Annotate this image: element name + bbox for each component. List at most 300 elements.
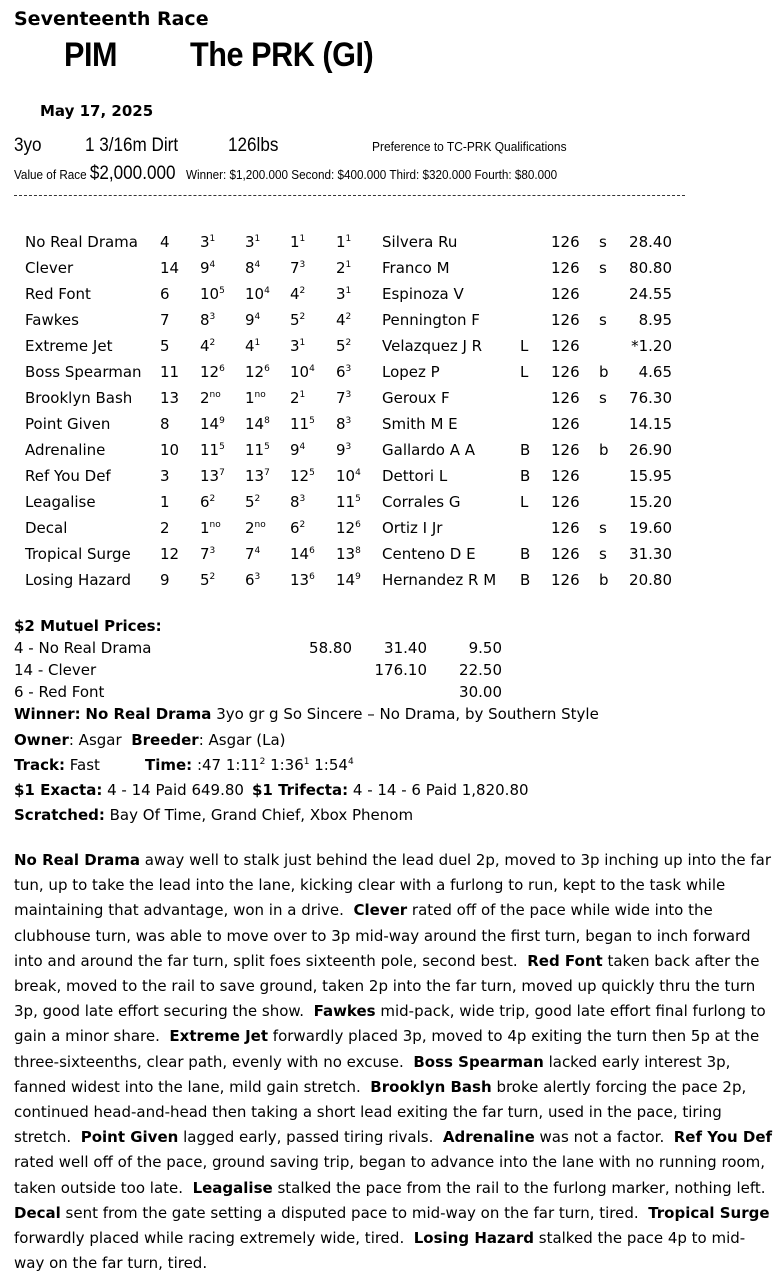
medication-value: B: [520, 545, 531, 563]
call-1-margin: 1: [209, 234, 216, 244]
call-stretch-value: 2: [290, 389, 300, 407]
call-stretch-value: 12: [290, 467, 310, 485]
call-1-value: 9: [200, 259, 210, 277]
horse-name-value: Ref You Def: [25, 467, 111, 485]
call-stretch-value: 7: [290, 259, 300, 277]
weight-value: 126: [551, 571, 580, 589]
finish-value: 2: [336, 259, 346, 277]
call-stretch: [290, 337, 305, 355]
odds: [602, 311, 672, 329]
call-2-value: 11: [245, 441, 265, 459]
call-2-value: 6: [245, 571, 255, 589]
equipment-value: s: [599, 519, 607, 537]
call-stretch-margin: 5: [309, 468, 315, 478]
finish-margin: 3: [345, 442, 352, 452]
comment-text: forwardly placed 3p, moved to 4p exiting the turn then 5p at the three-sixteenths, clear path, evenly with no excuse.: [14, 1027, 764, 1071]
call-1-value: 13: [200, 467, 220, 485]
weight-value: 126: [551, 233, 580, 251]
time-fraction-2-fifth: 1: [303, 757, 310, 767]
weight: [551, 285, 580, 303]
comment-horse: Losing Hazard: [413, 1229, 534, 1248]
call-2: [245, 259, 260, 277]
call-1-value: 1: [200, 519, 210, 537]
finish: [336, 545, 361, 563]
call-2-margin: 4: [254, 546, 261, 556]
winner-name: No Real Drama: [85, 705, 212, 723]
call-1-value: 8: [200, 311, 210, 329]
call-2: [245, 467, 270, 485]
call-1-margin: no: [209, 520, 221, 530]
odds-value: 31.30: [629, 545, 672, 563]
odds: [602, 285, 672, 303]
call-2: [245, 441, 270, 459]
equipment-value: b: [599, 363, 609, 381]
post-position-value: 3: [160, 467, 170, 485]
finish-margin: 1: [345, 234, 352, 244]
weight-value: 126: [551, 285, 580, 303]
place-price: 176.10: [374, 661, 427, 679]
comment-text: was not a factor.: [534, 1128, 674, 1147]
horse-name-value: Leagalise: [25, 493, 96, 511]
horse-name-value: Tropical Surge: [25, 545, 131, 563]
call-stretch-value: 13: [290, 571, 310, 589]
weight: [551, 545, 580, 563]
odds-value: 26.90: [629, 441, 672, 459]
odds-value: 19.60: [629, 519, 672, 537]
comment-horse: No Real Drama: [14, 851, 141, 869]
weight-value: 126: [551, 467, 580, 485]
odds-value: 24.55: [629, 285, 672, 303]
race-preference: Preference to TC-PRK Qualifications: [372, 139, 567, 154]
call-stretch-margin: 5: [309, 416, 315, 426]
jockey: [382, 571, 496, 589]
win-price: 58.80: [309, 639, 352, 657]
medication: [520, 363, 528, 381]
call-1-value: 6: [200, 493, 210, 511]
call-1-value: 4: [200, 337, 210, 355]
medication-value: L: [520, 493, 529, 511]
breeder-value: : Asgar (La): [198, 731, 286, 749]
finish-value: 3: [336, 285, 346, 303]
odds-value: 14.15: [629, 415, 672, 433]
finish-value: 13: [336, 545, 356, 563]
winner-line: [14, 705, 599, 723]
horse-name: [25, 415, 110, 433]
odds-value: 8.95: [638, 311, 672, 329]
table-row: [0, 285, 700, 311]
comment-text: rated off of the pace while wide into the clubhouse turn, was able to move over to 3p mid-way around the first turn, began to inch forward into and around the far turn, split foes sixteenth pole, second best.: [14, 901, 756, 970]
call-stretch-value: 11: [290, 415, 310, 433]
medication-value: B: [520, 467, 531, 485]
weight: [551, 389, 580, 407]
comment-text: stalked the pace 4p to mid-way on the far turn, tired.: [14, 1229, 746, 1273]
equipment-value: b: [599, 571, 609, 589]
medication: [520, 545, 530, 563]
call-stretch-value: 9: [290, 441, 300, 459]
call-1-value: 5: [200, 571, 210, 589]
finish: [336, 363, 351, 381]
call-1: [200, 441, 225, 459]
call-1-margin: 3: [209, 312, 216, 322]
finish-margin: 3: [345, 416, 352, 426]
call-2-value: 7: [245, 545, 255, 563]
jockey-value: Hernandez R M: [382, 571, 497, 589]
odds-value: 4.65: [638, 363, 672, 381]
call-2-margin: 6: [264, 364, 270, 374]
finish: [336, 337, 351, 355]
horse-name-value: Decal: [25, 519, 68, 537]
track-condition: Fast: [64, 756, 100, 774]
call-1-margin: 2: [209, 338, 216, 348]
odds: [602, 415, 672, 433]
weight: [551, 337, 580, 355]
call-2-value: 12: [245, 363, 265, 381]
call-2-margin: 4: [264, 286, 270, 296]
horse-name: [25, 311, 79, 329]
finish-margin: 6: [355, 520, 361, 530]
call-stretch-margin: 6: [309, 572, 315, 582]
jockey: [382, 285, 464, 303]
weight: [551, 493, 580, 511]
comment-horse: Brooklyn Bash: [370, 1077, 492, 1096]
weight-value: 126: [551, 389, 580, 407]
medication: [520, 441, 530, 459]
time-final: 1:54: [309, 756, 348, 774]
table-row: [0, 337, 700, 363]
post-position: [160, 493, 170, 511]
value-label: Value of Race: [14, 167, 87, 182]
horse-name: [25, 363, 142, 381]
horse-name: [25, 467, 111, 485]
place-price: 31.40: [384, 639, 427, 657]
finish: [336, 233, 351, 251]
call-2-value: 2: [245, 519, 255, 537]
call-2-value: 9: [245, 311, 255, 329]
comment-text: sent from the gate setting a disputed pace to mid-way on the far turn, tired.: [60, 1203, 649, 1222]
comment-horse: Boss Spearman: [413, 1052, 544, 1071]
horse-name: [25, 441, 105, 459]
finish: [336, 311, 351, 329]
call-1-margin: 4: [209, 260, 216, 270]
track-time-line: [14, 756, 100, 774]
call-2-value: 14: [245, 415, 265, 433]
call-stretch-value: 5: [290, 311, 300, 329]
odds-value: 28.40: [629, 233, 672, 251]
race-date: May 17, 2025: [40, 102, 154, 120]
finish-value: 9: [336, 441, 346, 459]
horse-name: [25, 259, 73, 277]
call-2-value: 3: [245, 233, 255, 251]
finish-margin: 2: [345, 312, 352, 322]
weight: [551, 519, 580, 537]
finish: [336, 441, 351, 459]
call-2-value: 4: [245, 337, 255, 355]
winner-label: Winner:: [14, 705, 81, 723]
comment-horse: Extreme Jet: [169, 1027, 269, 1046]
purse-breakdown: Winner: $1,200.000 Second: $400.000 Third: $320.000 Fourth: $80.000: [185, 167, 558, 182]
call-stretch: [290, 545, 315, 563]
finish-margin: 8: [355, 546, 361, 556]
call-stretch: [290, 285, 305, 303]
call-stretch-margin: 3: [299, 494, 306, 504]
jockey-value: Franco M: [382, 259, 450, 277]
post-position-value: 7: [160, 311, 170, 329]
odds: [602, 519, 672, 537]
odds: [602, 467, 672, 485]
post-position: [160, 467, 170, 485]
medication-value: B: [520, 441, 531, 459]
odds-value: 20.80: [629, 571, 672, 589]
odds-value: 80.80: [629, 259, 672, 277]
finish: [336, 467, 361, 485]
odds: [602, 571, 672, 589]
odds: [602, 493, 672, 511]
call-1-value: 12: [200, 363, 220, 381]
medication: [520, 493, 528, 511]
call-1-margin: 5: [219, 442, 225, 452]
call-stretch: [290, 519, 305, 537]
weight-value: 126: [551, 545, 580, 563]
call-2-value: 10: [245, 285, 265, 303]
call-1: [200, 415, 225, 433]
post-position-value: 10: [160, 441, 180, 459]
call-stretch: [290, 415, 315, 433]
equipment-value: s: [599, 311, 607, 329]
call-1-value: 14: [200, 415, 220, 433]
jockey-value: Dettori L: [382, 467, 448, 485]
finish: [336, 285, 351, 303]
table-row: [0, 233, 700, 259]
post-position-value: 1: [160, 493, 170, 511]
horse-name-value: Clever: [25, 259, 74, 277]
horse-name: [25, 493, 96, 511]
track-code: PIM: [64, 36, 118, 74]
comment-horse: Point Given: [80, 1128, 179, 1147]
table-row: [0, 363, 700, 389]
mutuel-row: [0, 661, 777, 683]
race-age: 3yo: [14, 135, 42, 156]
post-position: [160, 233, 170, 251]
finish: [336, 571, 361, 589]
call-2: [245, 337, 260, 355]
comment-horse: Ref You Def: [673, 1128, 773, 1147]
call-1-margin: 3: [209, 546, 216, 556]
post-position: [160, 545, 179, 563]
call-2-margin: 8: [264, 416, 270, 426]
odds: [602, 337, 672, 355]
medication-value: B: [520, 571, 531, 589]
owner-label: Owner: [14, 731, 69, 749]
weight-value: 126: [551, 259, 580, 277]
jockey-value: Espinoza V: [382, 285, 464, 303]
horse-name-value: Extreme Jet: [25, 337, 113, 355]
jockey: [382, 493, 461, 511]
weight: [551, 441, 580, 459]
call-1-value: 10: [200, 285, 220, 303]
call-1: [200, 233, 215, 251]
post-position-value: 8: [160, 415, 170, 433]
mutuel-row: [0, 683, 777, 705]
post-position: [160, 337, 170, 355]
table-row: [0, 493, 700, 519]
comment-text: lacked early interest 3p, fanned widest into the lane, mild gain stretch.: [14, 1052, 736, 1096]
chart-comments: [14, 848, 777, 1276]
comment-text: stalked the pace from the rail to the furlong marker, nothing left.: [272, 1178, 776, 1197]
scratched-value: Bay Of Time, Grand Chief, Xbox Phenom: [104, 806, 414, 824]
finish-value: 8: [336, 415, 346, 433]
call-2-value: 5: [245, 493, 255, 511]
finish-value: 10: [336, 467, 356, 485]
weight: [551, 415, 580, 433]
call-1: [200, 467, 225, 485]
comment-horse: Adrenaline: [442, 1128, 535, 1147]
horse-name: [25, 571, 131, 589]
call-2-margin: 5: [264, 442, 270, 452]
table-row: [0, 311, 700, 337]
call-2: [245, 545, 260, 563]
post-position-value: 9: [160, 571, 170, 589]
jockey-value: Silvera Ru: [382, 233, 458, 251]
comment-horse: Clever: [353, 901, 408, 920]
finish-value: 11: [336, 493, 356, 511]
horse-name-value: Boss Spearman: [25, 363, 142, 381]
weight-value: 126: [551, 363, 580, 381]
finish-margin: 1: [345, 286, 352, 296]
call-stretch: [290, 259, 305, 277]
call-2-margin: 4: [254, 312, 261, 322]
call-stretch: [290, 571, 315, 589]
call-stretch-margin: 4: [309, 364, 315, 374]
call-stretch-margin: 3: [299, 260, 306, 270]
call-stretch-margin: 1: [299, 338, 306, 348]
table-row: [0, 519, 700, 545]
comment-horse: Red Font: [527, 951, 603, 970]
equipment-value: s: [599, 259, 607, 277]
medication: [520, 467, 530, 485]
comment-text: lagged early, passed tiring rivals.: [178, 1128, 443, 1147]
call-2: [245, 415, 270, 433]
jockey-value: Ortiz I Jr: [382, 519, 443, 537]
post-position-value: 14: [160, 259, 180, 277]
jockey-value: Smith M E: [382, 415, 458, 433]
weight: [551, 363, 580, 381]
call-2: [245, 311, 260, 329]
jockey-value: Centeno D E: [382, 545, 476, 563]
call-2: [245, 233, 260, 251]
comment-horse: Tropical Surge: [648, 1203, 770, 1222]
finish-margin: 4: [355, 468, 361, 478]
call-stretch-value: 1: [290, 233, 300, 251]
post-position: [160, 415, 170, 433]
horse-name: [25, 233, 138, 251]
time-final-fifth: 4: [347, 757, 354, 767]
table-row: [0, 571, 700, 597]
call-stretch-margin: 2: [299, 520, 306, 530]
call-2-margin: no: [254, 390, 266, 400]
show-price: 22.50: [459, 661, 502, 679]
finish-margin: 2: [345, 338, 352, 348]
horse-name-value: Point Given: [25, 415, 111, 433]
post-position: [160, 363, 179, 381]
horse-name-value: Red Font: [25, 285, 91, 303]
owner-value: : Asgar: [68, 731, 122, 749]
finish: [336, 259, 351, 277]
jockey: [382, 233, 457, 251]
owner-breeder-line: [14, 731, 286, 749]
post-position: [160, 441, 179, 459]
finish-margin: 3: [345, 364, 352, 374]
finish-value: 14: [336, 571, 356, 589]
table-row: [0, 259, 700, 285]
weight: [551, 233, 580, 251]
table-row: [0, 415, 700, 441]
breeder-label: Breeder: [131, 731, 199, 749]
equipment-value: s: [599, 545, 607, 563]
call-2: [245, 493, 260, 511]
call-1: [200, 285, 225, 303]
finish: [336, 519, 361, 537]
call-1-margin: 2: [209, 572, 216, 582]
weight-value: 126: [551, 519, 580, 537]
show-price: 9.50: [468, 639, 502, 657]
finish: [336, 389, 351, 407]
call-1: [200, 493, 215, 511]
call-1: [200, 389, 221, 407]
race-label: Seventeenth Race: [14, 8, 209, 30]
call-stretch: [290, 311, 305, 329]
exacta-label: $1 Exacta:: [14, 781, 103, 799]
comment-text: taken back after the break, moved to the rail to save ground, taken 2p into the far turn, moved up quickly thru the turn 3p, good late effort securing the show.: [14, 951, 765, 1021]
finish-value: 7: [336, 389, 346, 407]
time-label: Time:: [145, 756, 193, 774]
horse-name: [25, 519, 67, 537]
call-2: [245, 363, 270, 381]
weight: [551, 311, 580, 329]
call-1: [200, 337, 215, 355]
call-stretch-margin: 4: [299, 442, 306, 452]
call-1-margin: 5: [219, 286, 225, 296]
horse-name-value: Brooklyn Bash: [25, 389, 133, 407]
horse-name: [25, 285, 91, 303]
weight-value: 126: [551, 493, 580, 511]
weight: [551, 571, 580, 589]
call-2: [245, 389, 266, 407]
divider: [14, 195, 685, 196]
mutuel-horse: 6 - Red Font: [14, 683, 105, 701]
call-2: [245, 571, 260, 589]
call-2-margin: no: [254, 520, 266, 530]
horse-name: [25, 337, 112, 355]
race-distance: 1 3/16m Dirt: [85, 135, 179, 156]
odds: [602, 389, 672, 407]
call-stretch-margin: 2: [299, 286, 306, 296]
call-stretch: [290, 363, 315, 381]
post-position: [160, 259, 179, 277]
comment-text: rated well off of the pace, ground saving trip, began to advance into the lane with no running room, taken outside too late.: [14, 1128, 777, 1197]
finish-value: 12: [336, 519, 356, 537]
call-1-value: 11: [200, 441, 220, 459]
odds-value: 76.30: [629, 389, 672, 407]
post-position: [160, 571, 170, 589]
mutuel-title: $2 Mutuel Prices:: [14, 617, 162, 635]
comment-text: broke alertly forcing the pace 2p, continued head-and-head then taking a short lead exiting the far turn, used in the pace, tiring stretch.: [14, 1077, 752, 1147]
post-position-value: 2: [160, 519, 170, 537]
call-1: [200, 259, 215, 277]
table-row: [0, 545, 700, 571]
call-stretch-value: 10: [290, 363, 310, 381]
call-1-value: 7: [200, 545, 210, 563]
call-1-margin: 9: [219, 416, 225, 426]
